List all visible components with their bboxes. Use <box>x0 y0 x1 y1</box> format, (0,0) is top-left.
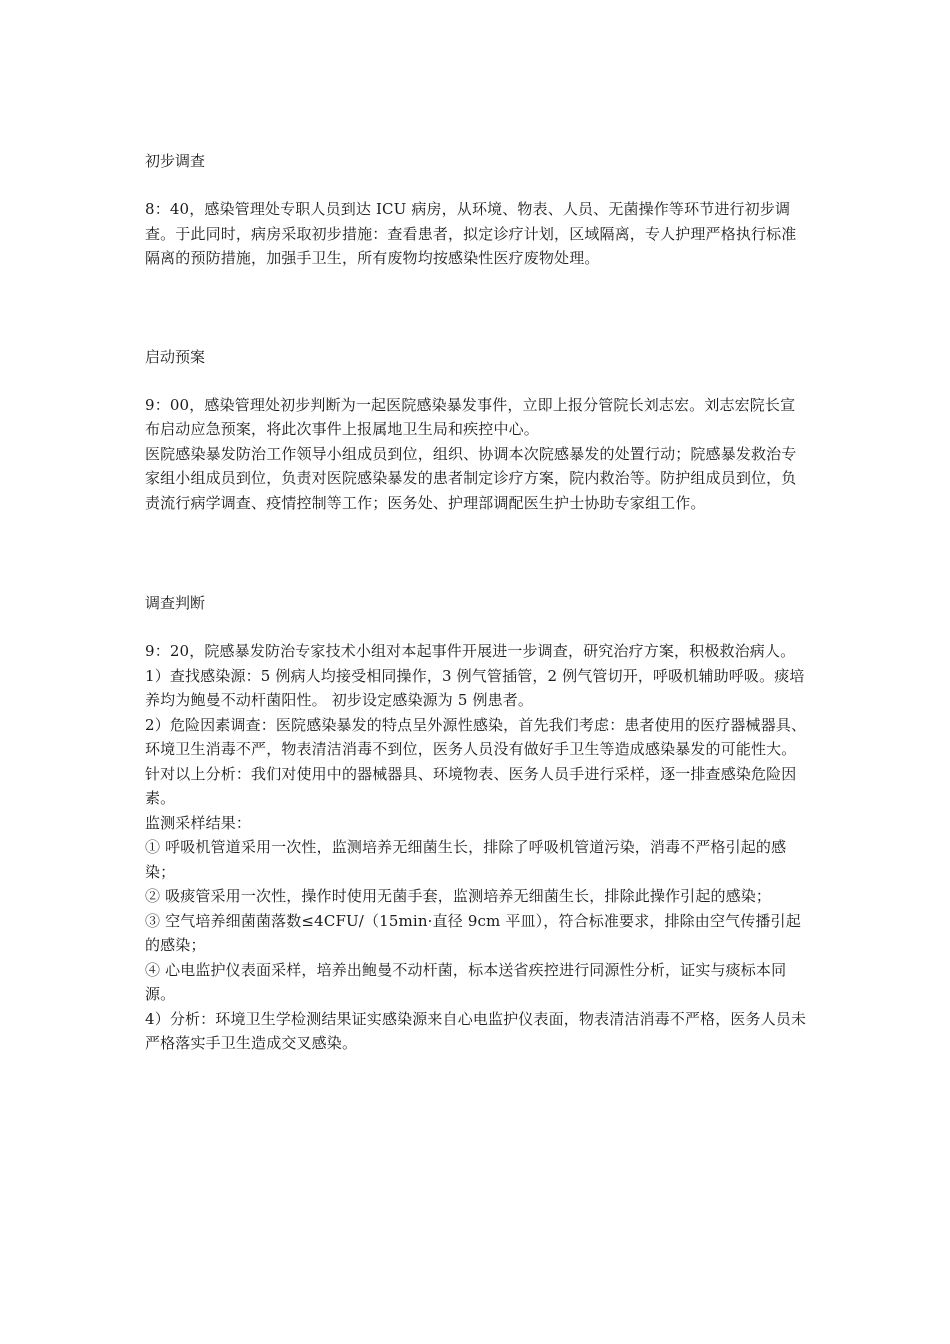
paragraph: 8：40，感染管理处专职人员到达 ICU 病房，从环境、物表、人员、无菌操作等环节进行初步调查。于此同时，病房采取初步措施：查看患者，拟定诊疗计划，区域隔离，专人护理严格执行标准隔离的预防措施，加强手卫生，所有废物均按感染性医疗废物处理。 <box>145 200 797 267</box>
paragraph: 监测采样结果： <box>145 813 252 832</box>
paragraph: 医院感染暴发防治工作领导小组成员到位，组织、协调本次院感暴发的处置行动；院感暴发救治专家组小组成员到位，负责对医院感染暴发的患者制定诊疗方案，院内救治等。防护组成员到位，负责流行病学调查、疫情控制等工作；医务处、护理部调配医生护士协助专家组工作。 <box>145 444 797 512</box>
section-heading-activate-plan: 启动预案 <box>145 347 206 366</box>
paragraph: 4）分析：环境卫生学检测结果证实感染源来自心电监护仪表面，物表清洁消毒不严格，医务人员未严格落实手卫生造成交叉感染。 <box>145 1009 807 1052</box>
paragraph: ③ 空气培养细菌菌落数≤4CFU/（15min·直径 9cm 平皿），符合标准要求，排除由空气传播引起的感染； <box>145 911 801 954</box>
paragraph: ② 吸痰管采用一次性，操作时使用无菌手套，监测培养无细菌生长，排除此操作引起的感染； <box>145 887 772 905</box>
section-heading-investigation-judgement: 调查判断 <box>145 594 206 612</box>
paragraph: 1）查找感染源：5 例病人均接受相同操作，3 例气管插管，2 例气管切开，呼吸机辅助呼吸。痰培养均为鲍曼不动杆菌阳性。 初步设定感染源为 5 例患者。 <box>145 666 805 709</box>
paragraph: 2）危险因素调查：医院感染暴发的特点呈外源性感染，首先我们考虑：患者使用的医疗器械器具、环境卫生消毒不严，物表清洁消毒不到位，医务人员没有做好手卫生等造成感染暴发的可能性大。针对以上分析：我们对使用中的器械器具、环境物表、医务人员手进行采样，逐一排查感染危险因素。 <box>145 715 807 807</box>
paragraph: ④ 心电监护仪表面采样，培养出鲍曼不动杆菌，标本送省疾控进行同源性分析，证实与痰标本同源。 <box>145 960 787 1003</box>
paragraph: 9：00，感染管理处初步判断为一起医院感染暴发事件，立即上报分管院长刘志宏。刘志宏院长宣布启动应急预案，将此次事件上报属地卫生局和疾控中心。 <box>145 395 796 438</box>
document-page <box>145 149 809 1056</box>
paragraph: ① 呼吸机管道采用一次性，监测培养无细菌生长，排除了呼吸机管道污染，消毒不严格引起的感染； <box>145 838 787 881</box>
section-heading-initial-investigation: 初步调查 <box>145 152 206 170</box>
paragraph: 9：20，院感暴发防治专家技术小组对本起事件开展进一步调查，研究治疗方案，积极救治病人。 <box>145 642 796 660</box>
